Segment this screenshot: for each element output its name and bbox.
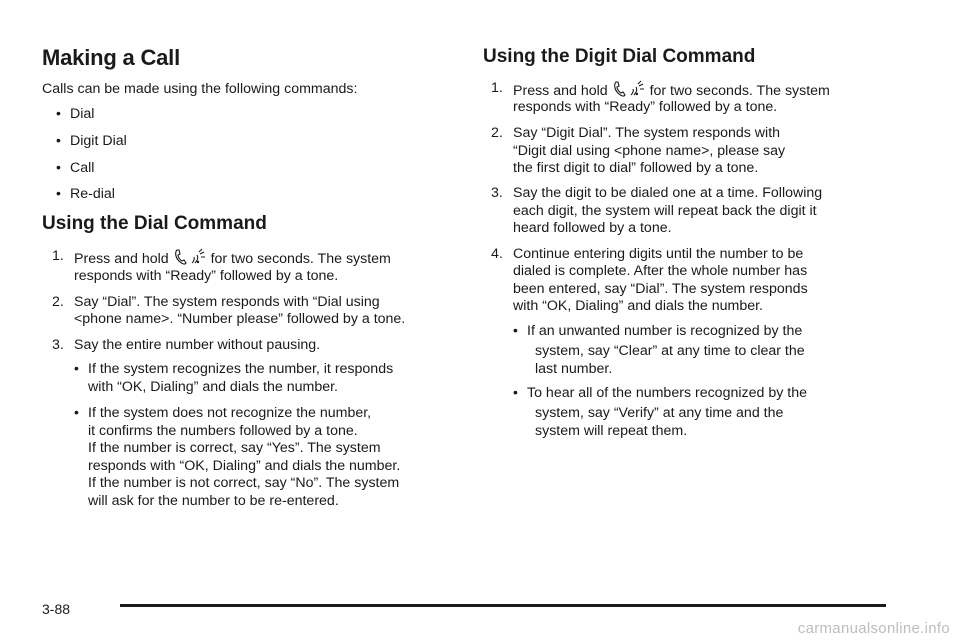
sub-text: system, say “Clear” at any time to clear the bbox=[535, 343, 805, 359]
step-text: dialed is complete. After the whole number has bbox=[513, 263, 808, 279]
bullet-marker: • bbox=[74, 404, 79, 420]
step-text: for two seconds. The system bbox=[649, 83, 830, 99]
step-2 bbox=[491, 125, 901, 142]
bullet-marker: • bbox=[56, 185, 61, 201]
step-text: <phone name>. “Number please” followed by a tone. bbox=[74, 311, 406, 327]
bullet-marker: • bbox=[56, 105, 61, 121]
step-text: Press and hold bbox=[513, 83, 608, 99]
step-text: Say “Digit Dial”. The system responds with bbox=[513, 125, 781, 141]
step-text: for two seconds. The system bbox=[210, 251, 391, 267]
command-label: Digit Dial bbox=[70, 133, 127, 149]
intro-text: Calls can be made using the following commands: bbox=[42, 81, 358, 97]
step-number: 2. bbox=[491, 125, 503, 141]
sub-text: system will repeat them. bbox=[535, 423, 688, 439]
step-1 bbox=[52, 248, 452, 268]
sub-text: will ask for the number to be re-entered. bbox=[88, 493, 339, 509]
step-text: Say “Dial”. The system responds with “Dial using bbox=[74, 294, 380, 310]
step-text: Say the entire number without pausing. bbox=[74, 337, 321, 353]
sub-text: it confirms the numbers followed by a tone. bbox=[88, 423, 358, 439]
sub-text: If an unwanted number is recognized by the bbox=[527, 323, 803, 339]
step-number: 3. bbox=[52, 337, 64, 353]
bullet-marker: • bbox=[74, 360, 79, 376]
sub-item bbox=[74, 405, 464, 422]
section-heading-dial: Using the Dial Command bbox=[42, 213, 267, 234]
step-text: Continue entering digits until the number to be bbox=[513, 246, 804, 262]
step-3 bbox=[52, 337, 452, 354]
footer-divider bbox=[120, 604, 886, 607]
sub-text: last number. bbox=[535, 361, 613, 377]
step-3 bbox=[491, 185, 911, 202]
step-text: the first digit to dial” followed by a tone. bbox=[513, 160, 759, 176]
phone-handset-icon bbox=[613, 80, 627, 98]
bullet-marker: • bbox=[513, 322, 518, 338]
step-2 bbox=[52, 294, 462, 311]
step-text: been entered, say “Dial”. The system responds bbox=[513, 281, 808, 297]
step-number: 1. bbox=[491, 80, 503, 96]
sub-text: If the number is correct, say “Yes”. The system bbox=[88, 440, 381, 456]
step-text: responds with “Ready” followed by a tone. bbox=[513, 99, 778, 115]
voice-wave-icon bbox=[629, 80, 645, 98]
step-number: 2. bbox=[52, 294, 64, 310]
step-number: 4. bbox=[491, 246, 503, 262]
command-item bbox=[56, 133, 127, 150]
bullet-marker: • bbox=[513, 384, 518, 400]
sub-text: If the system does not recognize the number, bbox=[88, 405, 372, 421]
command-item bbox=[56, 106, 94, 123]
step-number: 1. bbox=[52, 248, 64, 264]
sub-text: with “OK, Dialing” and dials the number. bbox=[88, 379, 338, 395]
sub-text: To hear all of the numbers recognized by the bbox=[527, 385, 807, 401]
step-text: Say the digit to be dialed one at a time. Following bbox=[513, 185, 823, 201]
sub-text: system, say “Verify” at any time and the bbox=[535, 405, 784, 421]
step-text: with “OK, Dialing” and dials the number. bbox=[513, 298, 763, 314]
sub-item bbox=[513, 323, 903, 340]
sub-text: If the system recognizes the number, it responds bbox=[88, 361, 394, 377]
sub-text: If the number is not correct, say “No”. The system bbox=[88, 475, 400, 491]
voice-wave-icon bbox=[190, 248, 206, 266]
step-text: “Digit dial using <phone name>, please say bbox=[513, 143, 786, 159]
command-item bbox=[56, 160, 94, 177]
step-4 bbox=[491, 246, 911, 263]
step-text: heard followed by a tone. bbox=[513, 220, 672, 236]
command-label: Re-dial bbox=[70, 186, 115, 202]
section-heading-digit-dial: Using the Digit Dial Command bbox=[483, 46, 756, 67]
bullet-marker: • bbox=[56, 159, 61, 175]
watermark: carmanualsonline.info bbox=[797, 620, 950, 637]
step-text: responds with “Ready” followed by a tone. bbox=[74, 268, 339, 284]
phone-handset-icon bbox=[174, 248, 188, 266]
bullet-marker: • bbox=[56, 132, 61, 148]
step-1 bbox=[491, 80, 901, 100]
sub-item bbox=[74, 361, 464, 378]
command-label: Dial bbox=[70, 106, 95, 122]
command-item bbox=[56, 186, 115, 203]
step-text: each digit, the system will repeat back the digit it bbox=[513, 203, 817, 219]
page-title: Making a Call bbox=[42, 45, 180, 70]
command-label: Call bbox=[70, 160, 95, 176]
page-number: 3-88 bbox=[42, 601, 71, 617]
step-number: 3. bbox=[491, 185, 503, 201]
sub-text: responds with “OK, Dialing” and dials the number. bbox=[88, 458, 401, 474]
step-text: Press and hold bbox=[74, 251, 169, 267]
sub-item bbox=[513, 385, 903, 402]
